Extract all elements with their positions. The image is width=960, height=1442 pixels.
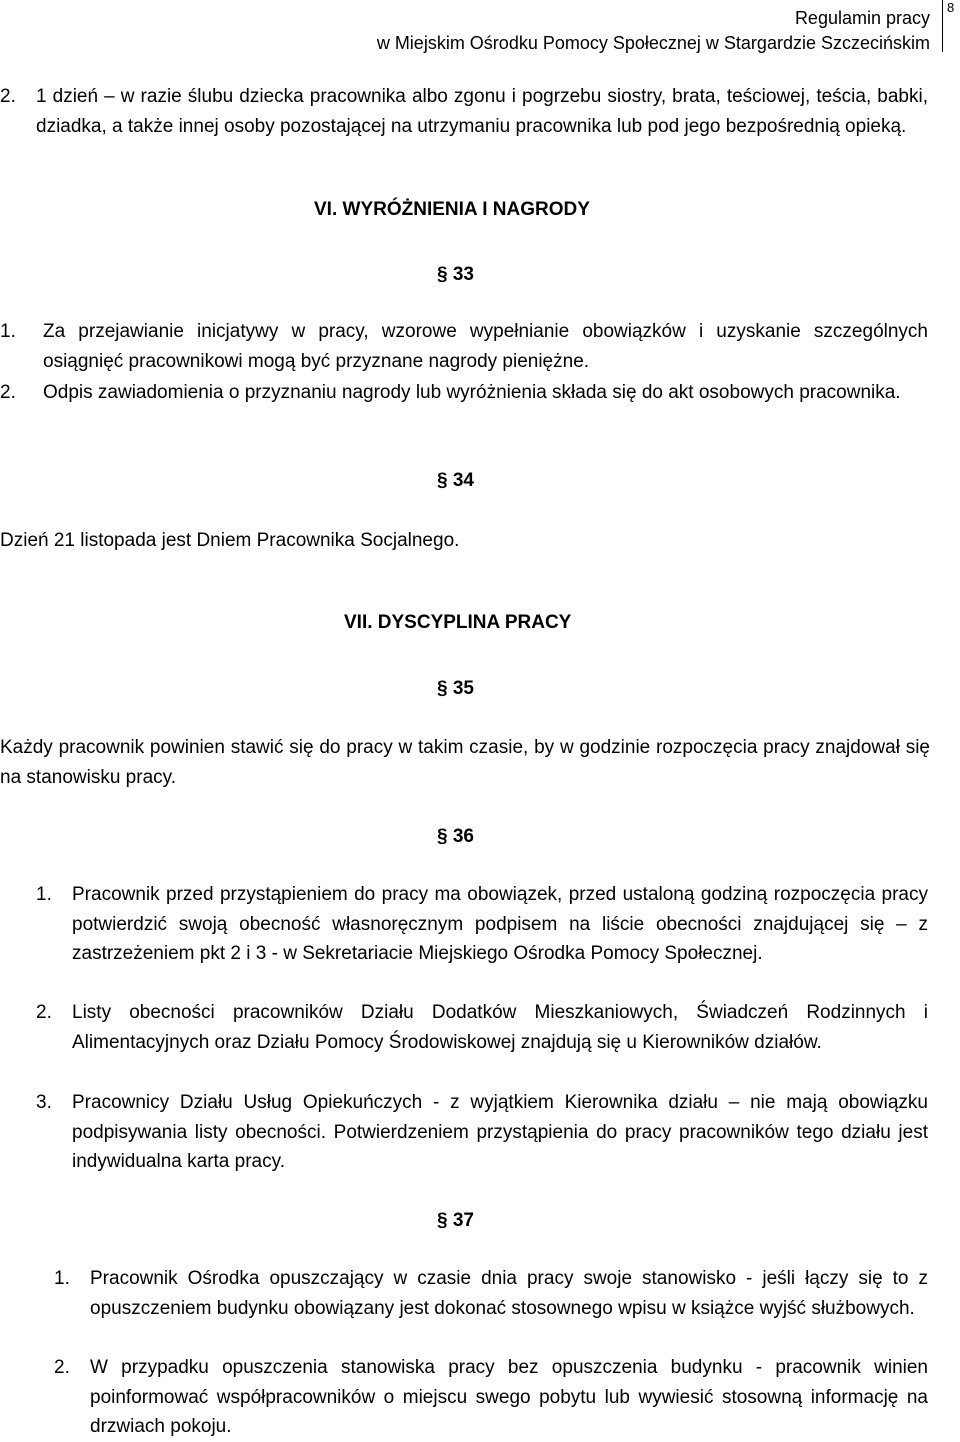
section-title-vii: VII. DYSCYPLINA PRACY [344,612,572,633]
list-item-number: 1. [0,321,16,342]
page-number: 8 [947,0,955,15]
paragraph-35-title: § 35 [437,678,474,699]
list-item-number: 3. [36,1092,52,1113]
header-rule [942,0,943,52]
list-item-text: 1 dzień – w razie ślubu dziecka pracownika albo zgonu i pogrzebu siostry, brata, teściowej, teścia, babki, dziadka, a także innej osoby pozostającej na utrzymaniu pracownika lub pod jego bezpośrednią opieką. [36,86,928,137]
list-item-text: Za przejawianie inicjatywy w pracy, wzorowe wypełnianie obowiązków i uzyskanie szczególnych osiągnięć pracownikowi mogą być przyznane nagrody pieniężne. [43,321,928,372]
list-item-text: Odpis zawiadomienia o przyznaniu nagrody lub wyróżnienia składa się do akt osobowych pracownika. [43,382,901,403]
paragraph-35-text: Każdy pracownik powinien stawić się do pracy w takim czasie, by w godzinie rozpoczęcia pracy znajdował się na stanowisku pracy. [0,737,930,788]
list-item-text: Listy obecności pracowników Działu Dodatków Mieszkaniowych, Świadczeń Rodzinnych i Alimentacyjnych oraz Działu Pomocy Środowiskowej znajdują się u Kierowników działów. [72,1002,928,1053]
header-title: Regulamin pracy [794,8,930,28]
page-header [377,6,930,56]
header-subtitle: w Miejskim Ośrodku Pomocy Społecznej w Stargardzie Szczecińskim [376,33,930,53]
list-item-number: 2. [36,1002,52,1023]
paragraph-36-title: § 36 [437,826,474,847]
list-item-number: 2. [0,86,16,107]
list-item-text: Pracownik przed przystąpieniem do pracy ma obowiązek, przed ustaloną godziną rozpoczęcia pracy potwierdzić swoją obecność własnoręcznym podpisem na liście obecności znajdującej się – z zastrzeżeniem pkt 2 i 3 - w Sekretariacie Miejskiego Ośrodka Pomocy Społecznej. [72,884,928,964]
paragraph-34-title: § 34 [437,470,474,491]
list-item-number: 2. [0,382,16,403]
section-title-vi: VI. WYRÓŻNIENIA I NAGRODY [314,199,590,220]
list-item-number: 1. [36,884,52,905]
paragraph-33-title: § 33 [437,264,474,285]
list-item-text: Pracownicy Działu Usług Opiekuńczych - z wyjątkiem Kierownika działu – nie mają obowiązku podpisywania listy obecności. Potwierdzeniem przystąpienia do pracy pracowników tego działu jest indywidualna karta pracy. [72,1092,928,1172]
paragraph-34-text: Dzień 21 listopada jest Dniem Pracownika Socjalnego. [0,530,460,551]
list-item-text: Pracownik Ośrodka opuszczający w czasie dnia pracy swoje stanowisko - jeśli łączy się to z opuszczeniem budynku obowiązany jest dokonać stosownego wpisu w książce wyjść służbowych. [90,1268,928,1319]
list-item-number: 2. [54,1357,70,1378]
paragraph-37-title: § 37 [437,1210,474,1231]
list-item-number: 1. [54,1268,70,1289]
list-item-text: W przypadku opuszczenia stanowiska pracy bez opuszczenia budynku - pracownik winien poinformować współpracowników o miejscu swego pobytu lub wywiesić stosowną informację na drzwiach pokoju. [90,1357,928,1437]
